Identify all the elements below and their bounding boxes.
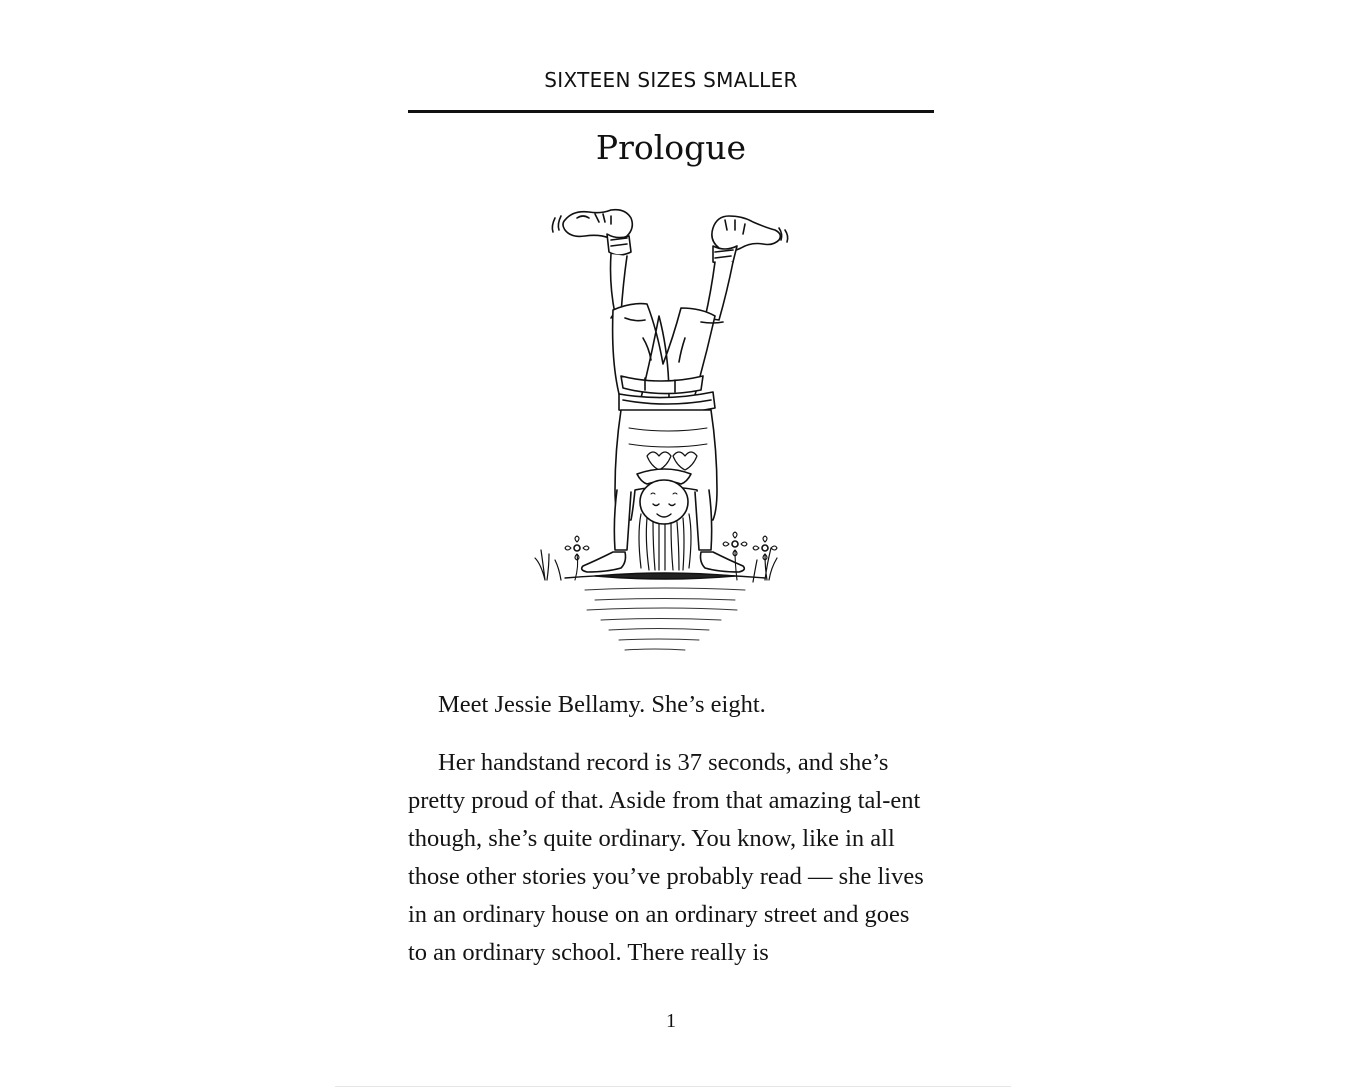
header-divider xyxy=(408,110,934,113)
running-header: SIXTEEN SIZES SMALLER xyxy=(544,68,798,92)
chapter-title: Prologue xyxy=(595,128,747,167)
handstand-girl-illustration xyxy=(525,198,795,660)
paragraph: Her handstand record is 37 seconds, and she’s pretty proud of that. Aside from that amazing tal-ent though, she’s quite ordinary. You know, like in all those other stories you’ve probably read — she lives in an ordinary house on an ordinary street and goes to an ordinary school. There really is xyxy=(408,749,924,966)
page-bottom-edge xyxy=(335,1086,1011,1087)
body-text xyxy=(408,686,934,972)
paragraph: Meet Jessie Bellamy. She’s eight. xyxy=(438,691,766,718)
page-number: 1 xyxy=(666,1010,676,1032)
